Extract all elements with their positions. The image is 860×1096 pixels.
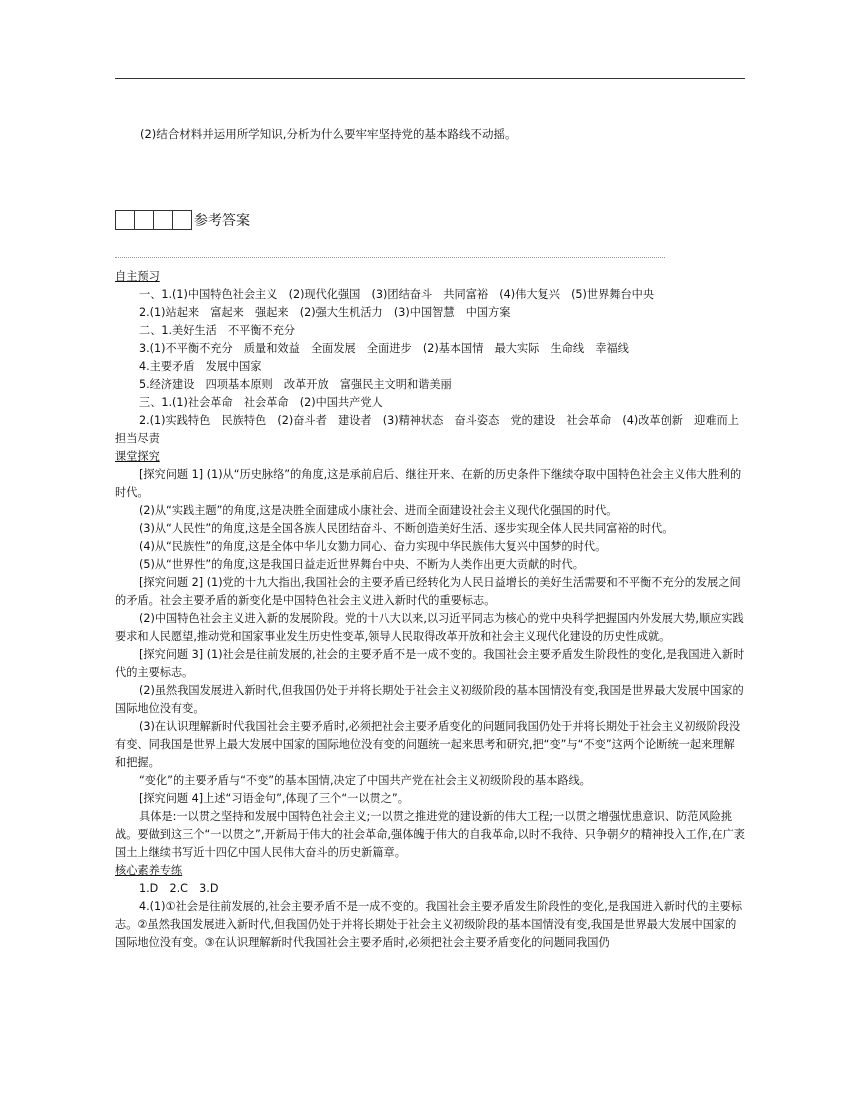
answer-paragraph: (3)从“人民性”的角度,这是全国各族人民团结奋斗、不断创造美好生活、逐步实现全体人民共同富裕的时代。 [139, 522, 674, 535]
answer-paragraph: 4.(1)①社会是往前发展的,社会主要矛盾不是一成不变的。我国社会主要矛盾发生阶段性的变化,是我国进入新时代的主要标志。②虽然我国发展进入新时代,但我国仍处于并将长期处于社会主义初级阶段的基本国情没有变,我国是世界最大发展中国家的国际地位没有变。③在认识理解新时代我国社会主要矛盾时,必须把社会主要矛盾变化的问题同我国仍 [115, 900, 743, 949]
answer-line: 三、1.(1)社会革命 社会革命 (2)中国共产党人 [139, 396, 383, 409]
dotted-divider [115, 257, 665, 258]
header-box-4 [173, 210, 192, 230]
answer-line: 二、1.美好生活 不平衡不充分 [139, 324, 296, 337]
header-box-3 [154, 210, 173, 230]
answer-title: 参考答案 [194, 213, 250, 229]
answer-paragraph: (5)从“世界性”的角度,这是我国日益走近世界舞台中央、不断为人类作出更大贡献的时代。 [139, 558, 584, 571]
header-box-1 [115, 210, 135, 230]
section-heading-practice: 核心素养专练 [115, 864, 183, 877]
answer-paragraph: [探究问题 4]上述“习语金句”,体现了三个“一以贯之”。 [139, 792, 409, 805]
answer-paragraph: “变化”的主要矛盾与“不变”的基本国情,决定了中国共产党在社会主义初级阶段的基本路线。 [139, 774, 591, 787]
answer-header [115, 210, 250, 230]
answer-line: 3.(1)不平衡不充分 质量和效益 全面发展 全面进步 (2)基本国情 最大实际 生命线 幸福线 [139, 342, 629, 355]
section-heading-explore: 课堂探究 [115, 450, 160, 463]
answer-line: 1.D 2.C 3.D [139, 882, 219, 895]
answer-paragraph: (2)从“实践主题”的角度,这是决胜全面建成小康社会、进而全面建设社会主义现代化强国的时代。 [139, 504, 618, 517]
answer-paragraph: (4)从“民族性”的角度,这是全体中华儿女勠力同心、奋力实现中华民族伟大复兴中国梦的时代。 [139, 540, 607, 553]
answer-line: 2.(1)站起来 富起来 强起来 (2)强大生机活力 (3)中国智慧 中国方案 [139, 306, 511, 319]
answer-line: 一、1.(1)中国特色社会主义 (2)现代化强国 (3)团结奋斗 共同富裕 (4)伟大复兴 (5)世界舞台中央 [139, 288, 655, 301]
answer-paragraph: (2)中国特色社会主义进入新的发展阶段。党的十八大以来,以习近平同志为核心的党中央科学把握国内外发展大势,顺应实践要求和人民愿望,推动党和国家事业发生历史性变革,领导人民取得改革开放和社会主义现代化建设的历史性成就。 [115, 612, 744, 643]
answer-line: 5.经济建设 四项基本原则 改革开放 富强民主文明和谐美丽 [139, 378, 452, 391]
answer-paragraph: [探究问题 2] (1)党的十九大指出,我国社会的主要矛盾已经转化为人民日益增长的美好生活需要和不平衡不充分的发展之间的矛盾。社会主要矛盾的新变化是中国特色社会主义进入新时代的重要标志。 [115, 576, 741, 607]
answer-paragraph: [探究问题 3] (1)社会是往前发展的,社会的主要矛盾不是一成不变的。我国社会主要矛盾发生阶段性的变化,是我国进入新时代的主要标志。 [115, 648, 745, 679]
answer-line: 2.(1)实践特色 民族特色 (2)奋斗者 建设者 (3)精神状态 奋斗姿态 党的建设 社会革命 (4)改革创新 迎难而上 担当尽责 [115, 414, 751, 445]
header-rule [115, 78, 745, 79]
answer-paragraph: [探究问题 1] (1)从“历史脉络”的角度,这是承前启后、继往开来、在新的历史条件下继续夺取中国特色社会主义伟大胜利的时代。 [115, 468, 742, 499]
section-heading-preview: 自主预习 [115, 270, 160, 283]
question-2: (2)结合材料并运用所学知识,分析为什么要牢牢坚持党的基本路线不动摇。 [140, 126, 517, 141]
answer-content [115, 268, 751, 952]
answer-paragraph: 具体是:一以贯之坚持和发展中国特色社会主义;一以贯之推进党的建设新的伟大工程;一以贯之增强忧患意识、防范风险挑战。要做到这三个“一以贯之”,开新局于伟大的社会革命,强体魄于伟大的自我革命,以时不我待、只争朝夕的精神投入工作,在广袤国土上继续书写近十四亿中国人民伟大奋斗的历史新篇章。 [115, 810, 745, 859]
answer-paragraph: (3)在认识理解新时代我国社会主要矛盾时,必须把社会主要矛盾变化的问题同我国仍处于并将长期处于社会主义初级阶段没有变、同我国是世界上最大发展中国家的国际地位没有变的问题统一起来思考和研究,把“变”与“不变”这两个论断统一起来理解和把握。 [115, 720, 741, 769]
answer-line: 4.主要矛盾 发展中国家 [139, 360, 262, 373]
header-box-2 [135, 210, 154, 230]
answer-paragraph: (2)虽然我国发展进入新时代,但我国仍处于并将长期处于社会主义初级阶段的基本国情没有变,我国是世界最大发展中国家的国际地位没有变。 [115, 684, 744, 715]
